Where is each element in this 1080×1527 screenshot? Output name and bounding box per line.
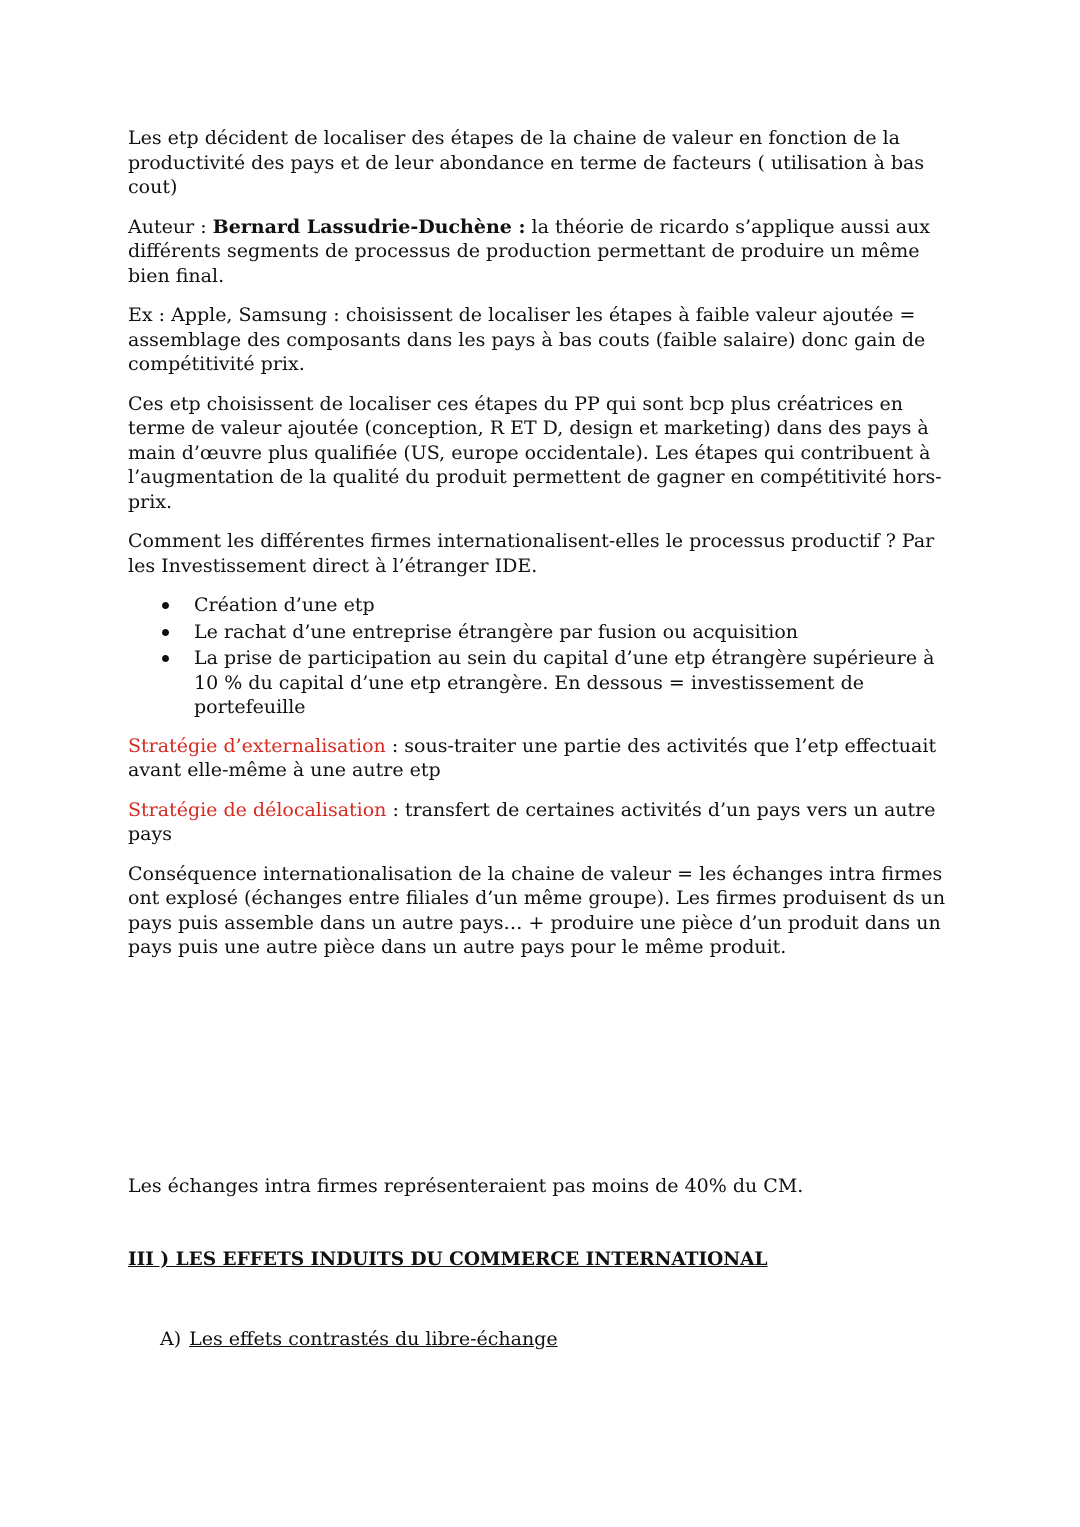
section-title: III ) LES EFFETS INDUITS DU COMMERCE INTERNATIONAL <box>128 1249 768 1270</box>
list-item: Création d’une etp <box>128 593 950 618</box>
paragraph-example: Ex : Apple, Samsung : choisissent de localiser les étapes à faible valeur ajoutée = assemblage des composants dans les pays à bas couts (faible salaire) donc gain de compétitivité prix. <box>128 304 926 375</box>
blank-space <box>128 975 950 1174</box>
author-text: la théorie de ricardo s’applique aussi aux différents segments de processus de production permettant de produire un même bien final. <box>128 215 931 287</box>
subsection-heading <box>128 1327 950 1352</box>
subsection-letter: A) <box>160 1327 182 1350</box>
list-item: Le rachat d’une entreprise étrangère par fusion ou acquisition <box>128 620 950 645</box>
subsection-title: Les effets contrastés du libre-échange <box>189 1327 558 1350</box>
delocalisation-term: Stratégie de délocalisation <box>128 798 387 821</box>
list-item: La prise de participation au sein du capital d’une etp étrangère supérieure à 10 % du capital d’une etp etrangère. En dessous = investissement de portefeuille <box>128 646 950 720</box>
delocalisation-definition: : transfert de certaines activités d’un pays vers un autre pays <box>128 798 936 845</box>
externalisation-term: Stratégie d’externalisation <box>128 734 386 757</box>
externalisation-definition: : sous-traiter une partie des activités que l’etp effectuait avant elle-même à une autre etp <box>128 734 937 781</box>
paragraph-value-added: Ces etp choisissent de localiser ces étapes du PP qui sont bcp plus créatrices en terme de valeur ajoutée (conception, R ET D, design et marketing) dans des pays à main d’œuvre plus qualifiée (US, europe occidentale). Les étapes qui contribuent à l’augmentation de la qualité du produit permettent de gagner en compétitivité hors-prix. <box>128 392 942 513</box>
paragraph-intra-firm: Les échanges intra firmes représenteraient pas moins de 40% du CM. <box>128 1174 804 1197</box>
paragraph-delocalisation <box>128 798 950 847</box>
paragraph-externalisation <box>128 734 950 783</box>
paragraph-localisation: Les etp décident de localiser des étapes de la chaine de valeur en fonction de la productivité des pays et de leur abondance en terme de facteurs ( utilisation à bas cout) <box>128 127 925 198</box>
author-label: Auteur : <box>128 215 213 238</box>
author-name: Bernard Lassudrie-Duchène : <box>212 215 526 238</box>
ide-bullet-list <box>128 593 950 720</box>
paragraph-author <box>128 215 950 289</box>
paragraph-question: Comment les différentes firmes internationalisent-elles le processus productif ? Par les Investissement direct à l’étranger IDE. <box>128 530 935 577</box>
document-page <box>128 126 950 1351</box>
paragraph-consequence: Conséquence internationalisation de la chaine de valeur = les échanges intra firmes ont explosé (échanges entre filiales d’un même groupe). Les firmes produisent ds un pays puis assemble dans un autre pays… + produire une pièce d’un produit dans un pays puis une autre pièce dans un autre pays pour le même produit. <box>128 862 946 958</box>
